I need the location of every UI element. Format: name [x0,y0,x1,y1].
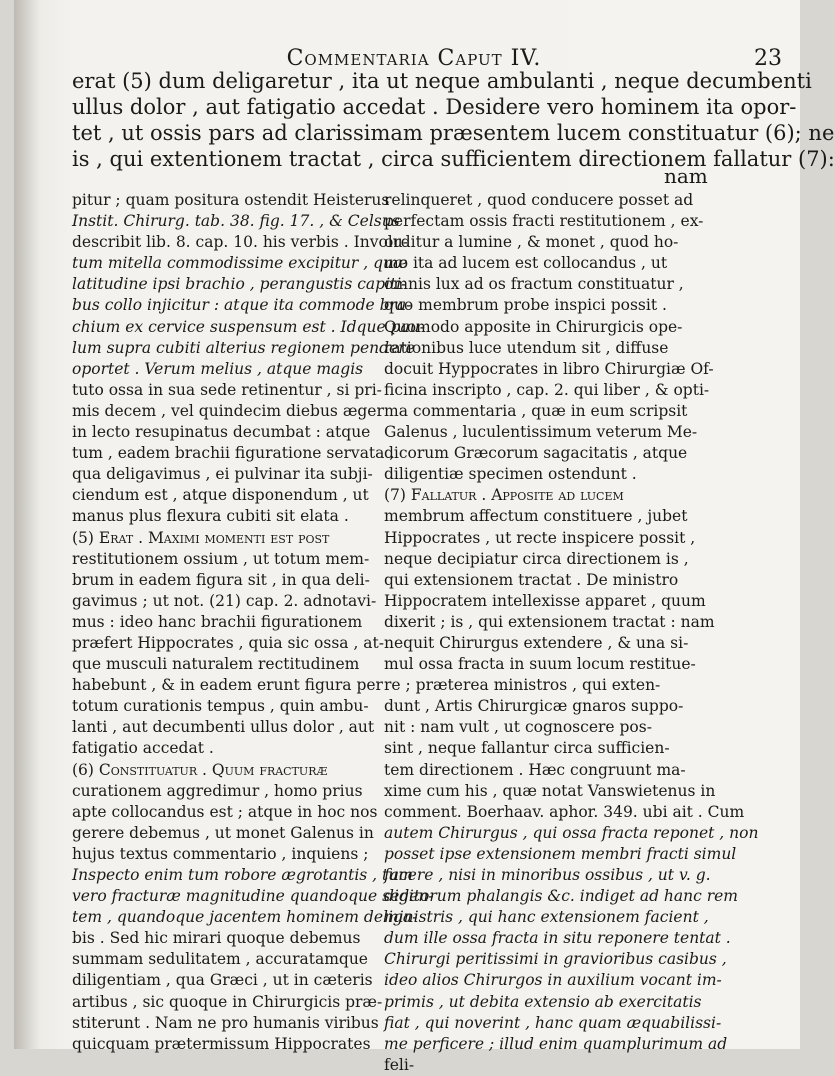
column-line: Galenus , luculentissimum veterum Me- [384,423,698,442]
column-line: lanti , aut decumbenti ullus dolor , aut [72,718,375,737]
column-line: facere , nisi in minoribus ossibus , ut v. g. [384,866,711,884]
column-line: mus : ideo hanc brachii figurationem [72,612,363,631]
column-line: curationem aggredimur , homo prius [72,781,363,800]
column-line: tem , quandoque jacentem hominem deliga- [72,908,418,927]
column-line: perfectam ossis fracti restitutionem , ex- [384,212,704,231]
column-line: præfert Hippocrates , quia sic ossa , at- [72,633,385,652]
column-line: nit : nam vult , ut cognoscere pos- [384,718,652,737]
catchword: nam [664,164,708,188]
column-line: dum ille ossa fracta in situ reponere tentat . [384,929,731,948]
page-number: 23 [754,46,782,71]
column-line: feli- [384,1055,415,1074]
main-text-block [72,68,835,172]
right-commentary-column [384,190,759,1076]
column-line: xime cum his , quæ notat Vanswietenus in [384,781,716,800]
column-line: vero fracturæ magnitudine quandoque seden- [72,887,434,906]
column-line: pitur ; quam positura ostendit Heisterus [72,191,390,209]
column-line: digitorum phalangis &c. indiget ad hanc rem [384,887,739,906]
column-line: nequit Chirurgus extendere , & una si- [384,633,689,652]
column-line: (5) Erat . Maximi momenti est post [72,528,330,547]
running-head: Commentaria Caput IV. [286,46,542,71]
column-line: describit lib. 8. cap. 10. his verbis . Involu- [72,233,408,252]
column-line: mo ita ad lucem est collocandus , ut [384,254,668,273]
book-page [14,0,835,1074]
text-line: ullus dolor , aut fatigatio accedat . Desidere vero hominem ita opor- [72,95,797,119]
column-line: orditur a lumine , & monet , quod ho- [384,233,679,252]
text-line: tet , ut ossis pars ad clarissimam præsentem lucem constituatur (6); ne [72,121,835,145]
column-line: ideo alios Chirurgos in auxilium vocant im- [384,971,722,990]
column-line: in lecto resupinatus decumbat : atque [72,423,371,442]
column-line: qui extensionem tractat . De ministro [384,570,679,589]
column-line: Quomodo apposite in Chirurgicis ope- [384,317,683,336]
column-line: re ; præterea ministros , qui exten- [384,676,661,695]
column-line: primis , ut debita extensio ab exercitatis [384,992,702,1011]
column-line: qua deligavimus , ei pulvinar ita subji- [72,465,373,484]
column-line: ma commentaria , quæ in eum scripsit [384,401,688,420]
column-line: tuto ossa in sua sede retinentur , si pri- [72,380,382,399]
column-line: quicquam prætermissum Hippocrates [72,1034,371,1053]
column-line: dicorum Græcorum sagacitatis , atque [384,444,688,463]
column-line: membrum affectum constituere , jubet [384,507,688,526]
column-line: Hippocratem intellexisse apparet , quum [384,591,706,610]
column-line: brum in eadem figura sit , in qua deli- [72,570,370,589]
column-line: Hippocrates , ut recte inspicere possit , [384,528,696,547]
column-line: posset ipse extensionem membri fracti simul [384,844,737,863]
column-line: oportet . Verum melius , atque magis [72,359,364,378]
text-line: is , qui extentionem tractat , circa sufficientem directionem fallatur (7): [72,147,835,171]
column-line: Instit. Chirurg. tab. 38. fig. 17. , & Celsus [72,212,400,231]
column-line: dunt , Artis Chirurgicæ gnaros suppo- [384,697,684,716]
column-line: restitutionem ossium , ut totum mem- [72,549,370,568]
column-line: ministris , qui hanc extensionem facient , [384,908,709,927]
column-line: neque decipiatur circa directionem is , [384,549,689,568]
column-line: stiterunt . Nam ne pro humanis viribus [72,1013,379,1032]
column-line: tem directionem . Hæc congruunt ma- [384,760,686,779]
column-line: bus collo injicitur : atque ita commode bra- [72,296,412,315]
column-line: que musculi naturalem rectitudinem [72,655,360,674]
column-line: ficina inscripto , cap. 2. qui liber , & opti- [384,380,710,399]
column-line: summam sedulitatem , accuratamque [72,950,368,969]
column-line: chium ex cervice suspensum est . Idque pau- [72,317,425,336]
column-line: sint , neque fallantur circa sufficien- [384,739,670,758]
column-line: diligentiam , qua Græci , ut in cæteris [72,971,373,990]
column-line: totum curationis tempus , quin ambu- [72,697,369,716]
column-line: docuit Hyppocrates in libro Chirurgiæ Of- [384,359,714,378]
column-line: artibus , sic quoque in Chirurgicis præ- [72,992,383,1011]
column-line: Chirurgi peritissimi in gravioribus casibus , [384,950,727,969]
left-commentary-column [72,190,434,1055]
column-line: fiat , qui noverint , hanc quam æquabilissi- [384,1013,722,1032]
column-line: omnis lux ad os fractum constituatur , [384,275,684,294]
column-line: mul ossa fracta in suum locum restitue- [384,655,696,674]
column-line: Inspecto enim tum robore ægrotantis , tum [72,866,413,884]
column-line: diligentiæ specimen ostendunt . [384,465,637,484]
text-line: erat (5) dum deligaretur , ita ut neque ambulanti , neque decumbenti [72,69,812,93]
column-line: dixerit ; is , qui extensionem tractat : nam [384,612,715,631]
column-line: quo membrum probe inspici possit . [384,296,667,315]
column-line: habebunt , & in eadem erunt figura per [72,676,383,695]
column-line: fatigatio accedat . [72,739,214,758]
column-line: gavimus ; ut not. (21) cap. 2. adnotavi- [72,591,377,610]
column-line: apte collocandus est ; atque in hoc nos [72,802,378,821]
column-line: me perficere ; illud enim quamplurimum ad [384,1034,728,1053]
column-line: (6) Constituatur . Quum fracturæ [72,760,328,779]
column-line: tum , eadem brachii figuratione servata , [72,444,395,463]
column-line: ciendum est , atque disponendum , ut [72,486,369,505]
column-line: lum supra cubiti alterius regionem pendere [72,338,415,357]
column-line: latitudine ipsi brachio , perangustis capiti- [72,275,407,294]
column-line: manus plus flexura cubiti sit elata . [72,507,349,526]
column-line: autem Chirurgus , qui ossa fracta reponet , non [384,823,759,842]
column-line: (7) Fallatur . Apposite ad lucem [384,486,624,505]
column-line: mis decem , vel quindecim diebus æger [72,401,384,420]
column-line: gerere debemus , ut monet Galenus in [72,823,374,842]
column-line: hujus textus commentario , inquiens ; [72,844,369,863]
column-line: tum mitella commodissime excipitur , quæ [72,254,408,273]
column-line: comment. Boerhaav. aphor. 349. ubi ait . Cum [384,802,745,821]
column-line: relinqueret , quod conducere posset ad [384,191,694,209]
column-line: rationibus luce utendum sit , diffuse [384,338,669,357]
column-line: bis . Sed hic mirari quoque debemus [72,929,361,948]
